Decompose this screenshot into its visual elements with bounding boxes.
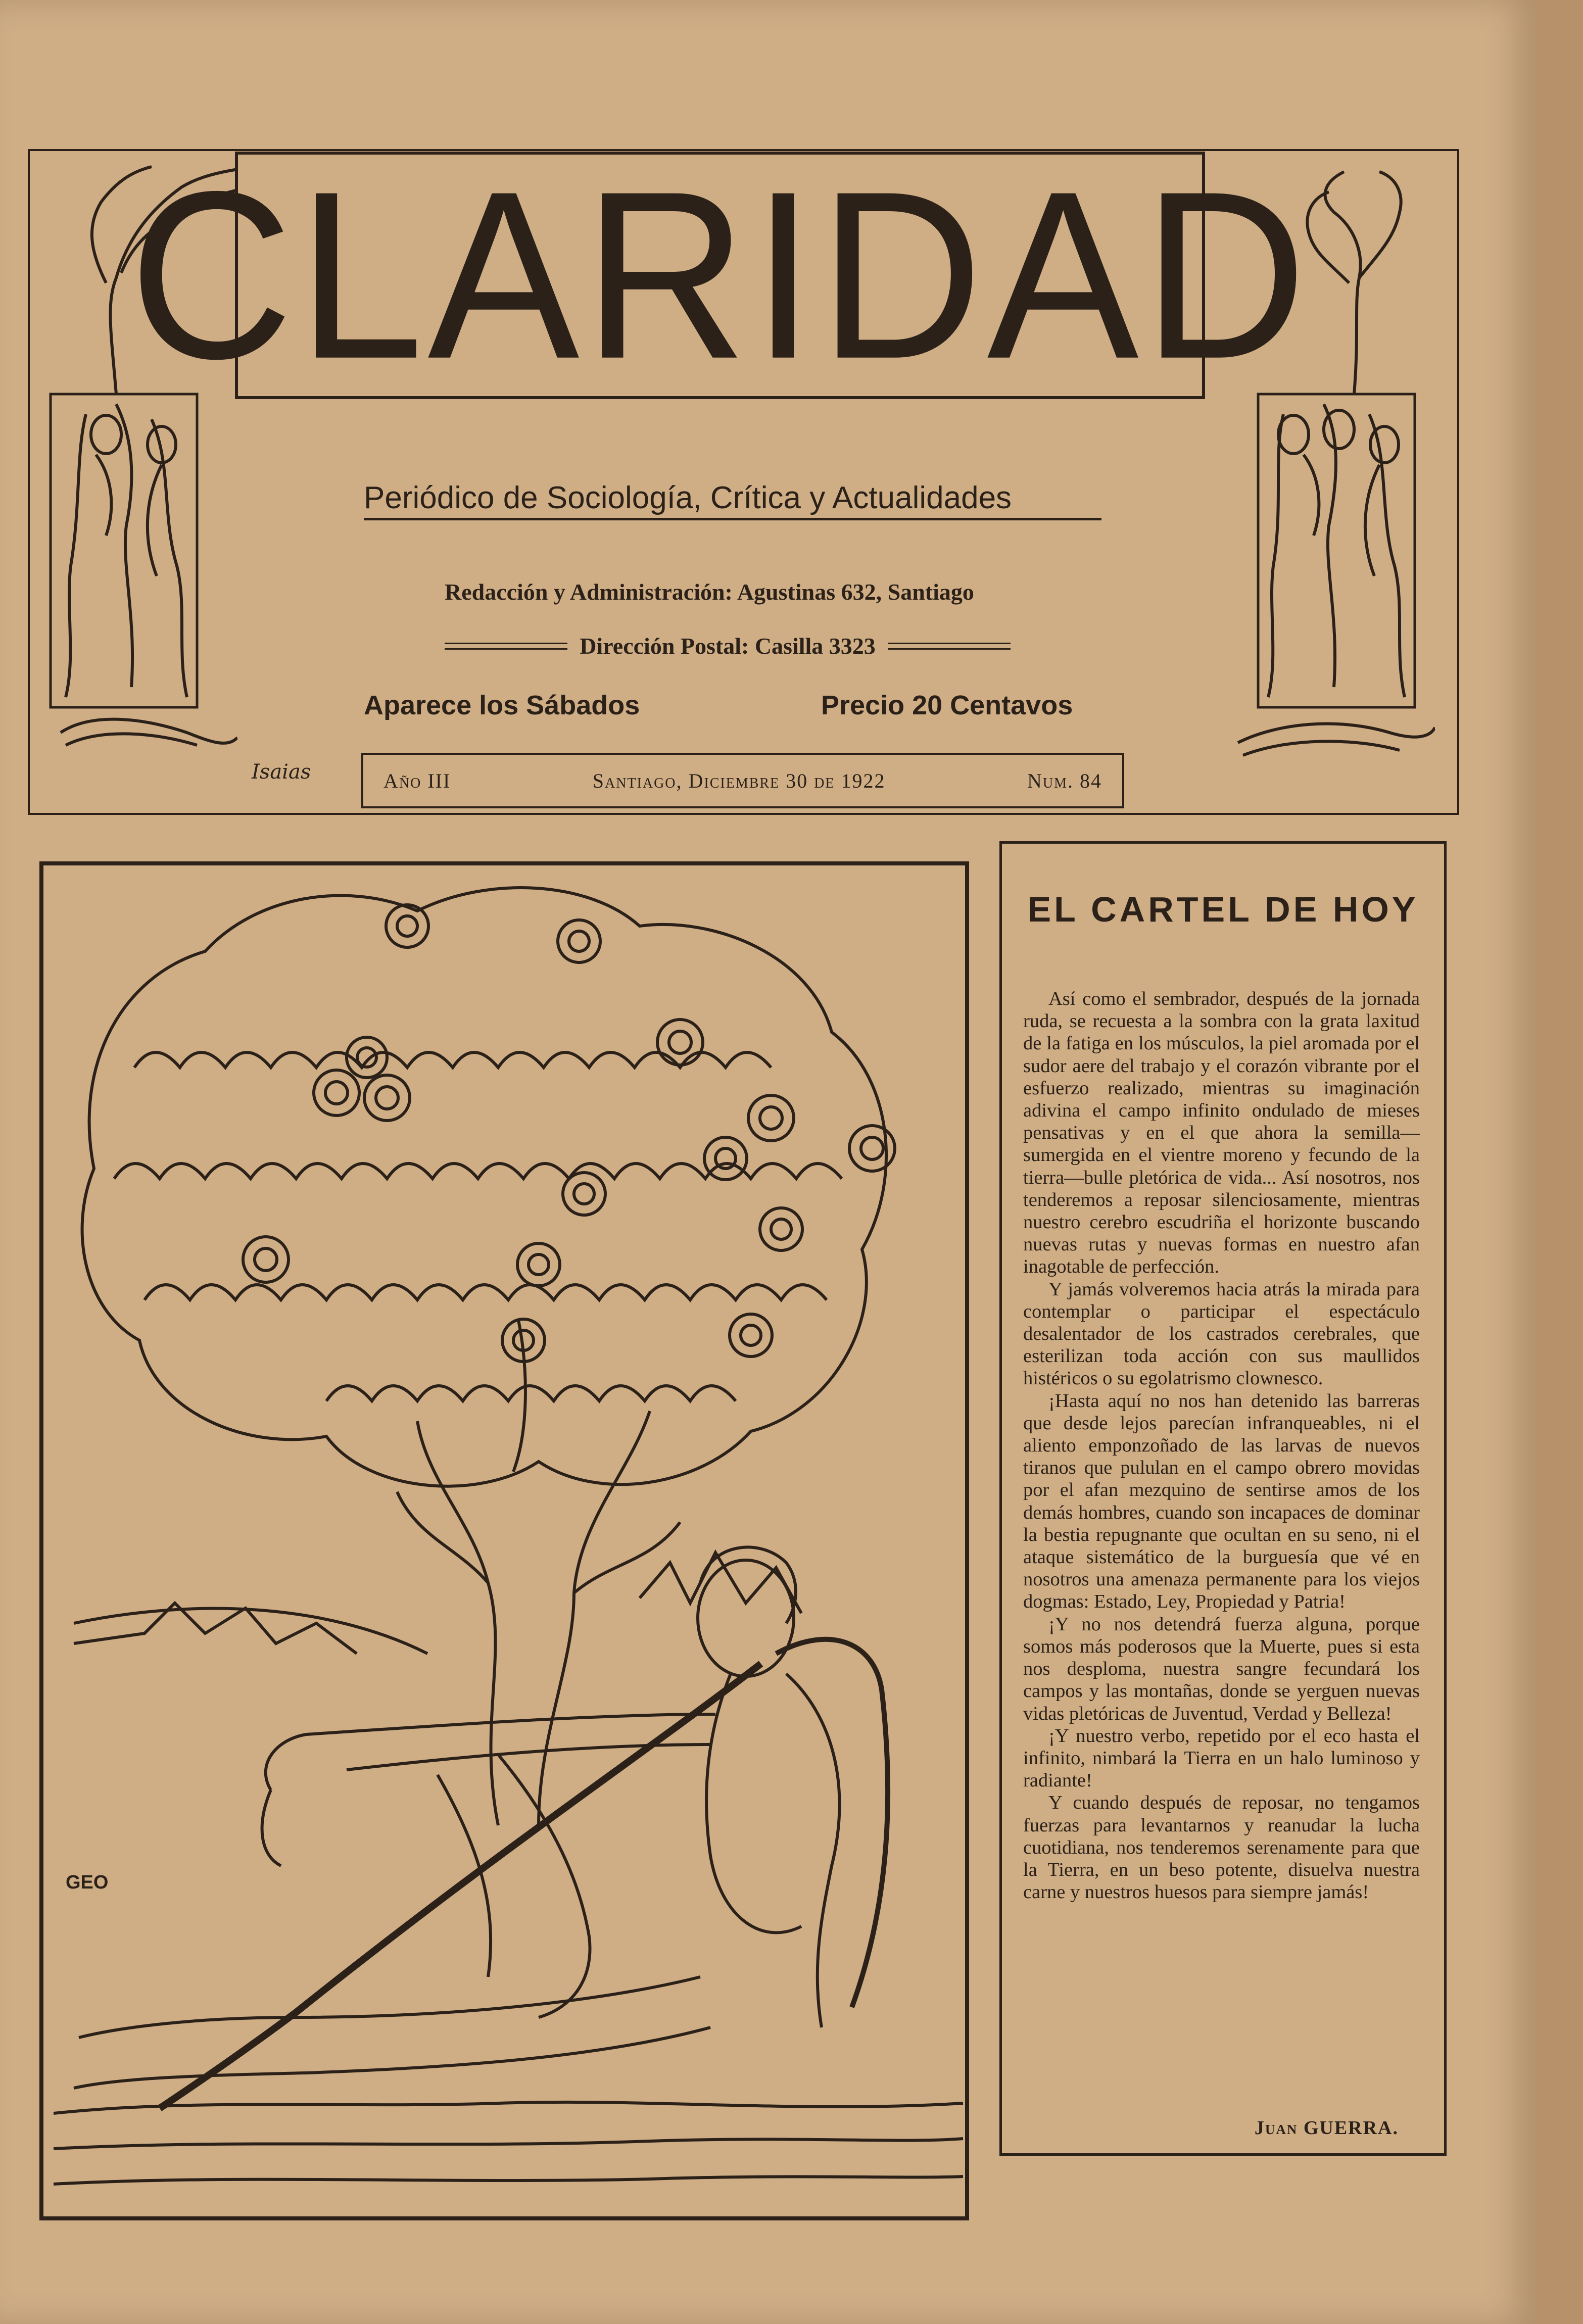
decorative-rule-left	[445, 643, 567, 650]
issue-number: Num. 84	[1027, 769, 1102, 792]
article-title: EL CARTEL DE HOY	[1027, 890, 1419, 929]
article-body	[1023, 988, 1420, 1903]
tree-and-reclining-man-drawing	[43, 865, 965, 2216]
newspaper-title: CLARIDAD	[129, 142, 1311, 409]
masthead-artist-signature: Isaias	[252, 760, 311, 784]
article-paragraph: ¡Y no nos detendrá fuerza alguna, porque somos más poderosos que la Muerte, pues si esta nos desploma, nuestra sangre fecundará los campos y las montañas, donde se yerguen nuevas vidas pletóricas de Juventud, Verdad y Belleza!	[1023, 1613, 1420, 1724]
issue-info-bar	[361, 753, 1124, 808]
article-paragraph: ¡Y nuestro verbo, repetido por el eco hasta el infinito, nimbará la Tierra en un halo luminoso y radiante!	[1023, 1725, 1420, 1792]
issue-date: Santiago, Diciembre 30 de 1922	[592, 769, 886, 792]
article-paragraph: ¡Hasta aquí no nos han detenido las barreras que desde lejos parecían infranqueables, ni el aliento emponzoñado de las larvas de nuevos tiranos que pululan en el campo obrero movidas por el afan mezquino de sentirse amos de los demás hombres, cuando son incapaces de dominar la bestia repugnante que ocultan en su seno, ni el ataque sistemático de la burguesía que vé en nosotros una amenaza permanente para los viejos dogmas: Estado, Ley, Propiedad y Patria!	[1023, 1390, 1420, 1613]
newspaper-subtitle: Periódico de Sociología, Crítica y Actualidades	[364, 480, 1101, 520]
postal-address-row	[445, 633, 1011, 659]
article-box	[999, 841, 1447, 2156]
illustration-signature: GEO	[66, 1872, 109, 1893]
cover-illustration	[39, 861, 969, 2220]
article-paragraph: Y jamás volveremos hacia atrás la mirada para contemplar o participar el espectáculo desalentador de los castrados cerebrales, que esterilizan toda acción con sus maullidos histéricos o su egolatrismo clownesco.	[1023, 1278, 1420, 1389]
article-paragraph: Así como el sembrador, después de la jornada ruda, se recuesta a la sombra con la grata laxitud de la fatiga en los músculos, la piel aromada por el sudor aere del trabajo y el corazón vibrante por el esfuerzo realizado, mientras su imaginación adivina el campo infinito ondulado de mieses pensativas y en el que ahora la semilla—sumergida en el vientre moreno y fecundo de la tierra—bulle pletórica de vida... Así nosotros, nos tenderemos a reposar silenciosamente, mientras nuestro cerebro escudriña el horizonte buscando nuevas rutas y nuevas formas en nuestro afan inagotable de perfección.	[1023, 988, 1420, 1278]
masthead-title-box	[129, 142, 1311, 409]
issue-price: Precio 20 Centavos	[821, 690, 1073, 720]
editorial-address: Redacción y Administración: Agustinas 632, Santiago	[445, 579, 974, 605]
publication-schedule: Aparece los Sábados	[364, 690, 640, 720]
issue-year: Año III	[383, 769, 451, 792]
article-paragraph: Y cuando después de reposar, no tengamos fuerzas para levantarnos y reanudar la lucha cuotidiana, nos tenderemos serenamente para que la Tierra, en un beso potente, disuelva nuestra carne y nuestros huesos para siempre jamás!	[1023, 1792, 1420, 1903]
article-author: Juan GUERRA.	[1254, 2117, 1399, 2139]
decorative-rule-right	[888, 643, 1011, 650]
page-binding-edge	[1536, 0, 1583, 2324]
postal-address: Dirección Postal: Casilla 3323	[580, 633, 876, 659]
